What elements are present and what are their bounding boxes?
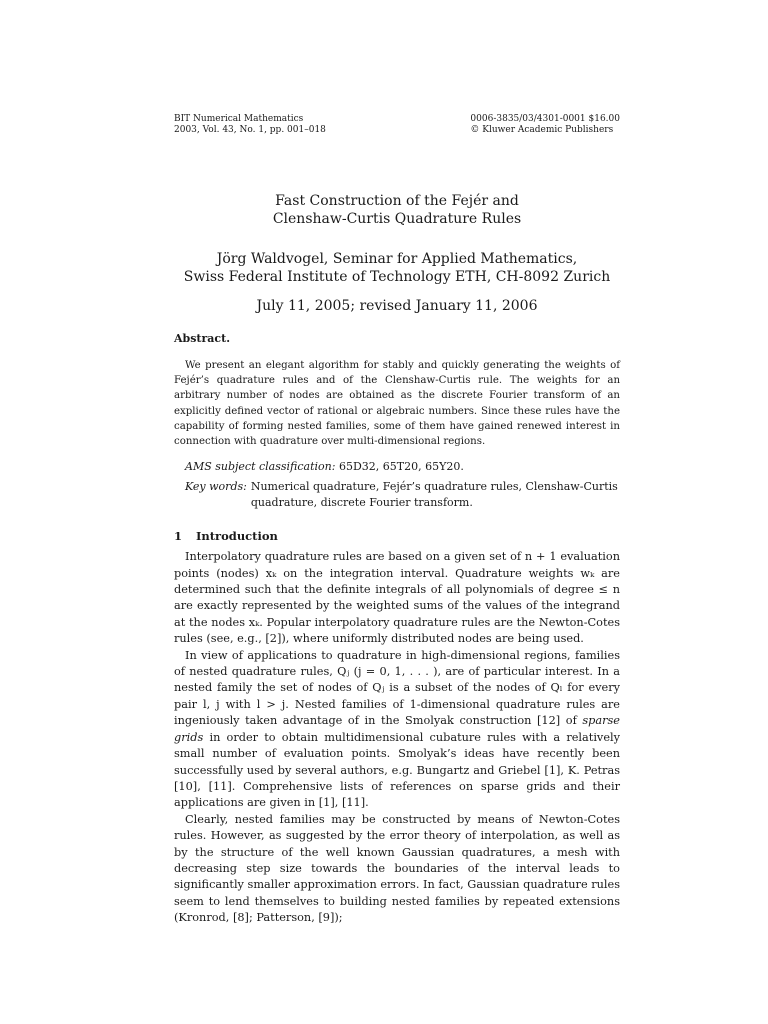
title-line-1: Fast Construction of the Fejér and <box>275 193 519 209</box>
paper-title <box>174 192 620 228</box>
section-heading <box>174 529 620 544</box>
ams-value: 65D32, 65T20, 65Y20. <box>338 460 464 474</box>
intro-paragraph-2-start: In view of applications to quadrature in high-dimensional regions, families of nested quadrature rules, Qⱼ (j = 0, 1, . . . ), are of particular interest. In a nested family the set of nodes of Qⱼ is a subset of the nodes of Qₗ for every pair l, j with l > j. Nested families of 1-dimensional quadrature rules are ingeniously taken advantage of in the Smolyak construction [12] of <box>174 648 620 728</box>
ams-classification <box>174 459 620 475</box>
intro-paragraph-2 <box>174 648 620 812</box>
author-line-1: Jörg Waldvogel, Seminar for Applied Mathematics, <box>216 251 578 267</box>
publisher-name: © Kluwer Academic Publishers <box>470 125 614 135</box>
title-line-2: Clenshaw-Curtis Quadrature Rules <box>272 211 522 227</box>
intro-paragraph-2-end: in order to obtain multidimensional cubature rules with a relatively small number of evaluation points. Smolyak’s ideas have recently been successfully used by several authors, e.g. Bungartz and Griebel [1], K. Petras [10], [11]. Comprehensive lists of references on sparse grids and their applications are given in [1], [11]. <box>174 730 620 810</box>
journal-name: BIT Numerical Mathematics <box>174 114 304 124</box>
abstract-text: We present an elegant algorithm for stably and quickly generating the weights of Fejér’s quadrature rules and of the Clenshaw-Curtis rule. The weights for an arbitrary number of nodes are obtained as the discrete Fourier transform of an explicitly defined vector of rational or algebraic numbers. Since these rules have the capability of forming nested families, some of them have gained renewed interest in connection with quadrature over multi-dimensional regions. <box>174 360 620 448</box>
running-header <box>174 114 620 136</box>
intro-paragraph-3: Clearly, nested families may be constructed by means of Newton-Cotes rules. However, as suggested by the error theory of interpolation, as well as by the structure of the well known Gaussian quadratures, a mesh with decreasing step size towards the boundaries of the interval leads to significantly smaller approximation errors. In fact, Gaussian quadrature rules seem to lend themselves to building nested families by repeated extensions (Kronrod, [8]; Patterson, [9]); <box>174 812 621 925</box>
journal-info <box>174 114 326 136</box>
ams-label: AMS subject classification: <box>185 460 336 474</box>
sparse-grids-term: sparse grids <box>174 714 620 744</box>
journal-volume: 2003, Vol. 43, No. 1, pp. 001–018 <box>174 125 326 135</box>
key-words-value: Numerical quadrature, Fejér’s quadrature rules, Clenshaw-Curtis quadrature, discrete Fourier transform. <box>250 480 618 510</box>
author-line-2: Swiss Federal Institute of Technology ETH, CH-8092 Zurich <box>183 269 611 285</box>
key-words <box>174 479 620 511</box>
section-number: 1 <box>174 529 183 544</box>
author-affiliation <box>174 250 620 286</box>
journal-code: 0006-3835/03/4301-0001 $16.00 <box>470 114 620 124</box>
key-words-label: Key words: <box>185 480 247 494</box>
publisher-info <box>470 114 620 136</box>
paper-page <box>174 114 620 927</box>
section-title: Introduction <box>196 529 278 544</box>
intro-paragraph-1: Interpolatory quadrature rules are based on a given set of n + 1 evaluation points (nodes) xₖ on the integration interval. Quadrature weights wₖ are determined such that the definite integrals of all polynomials of degree ≤ n are exactly represented by the weighted sums of the values of the integrand at the nodes xₖ. Popular interpolatory quadrature rules are the Newton-Cotes rules (see, e.g., [2]), where uniformly distributed nodes are being used. <box>174 550 620 646</box>
abstract-heading: Abstract. <box>174 332 231 345</box>
paper-date: July 11, 2005; revised January 11, 2006 <box>256 298 538 314</box>
